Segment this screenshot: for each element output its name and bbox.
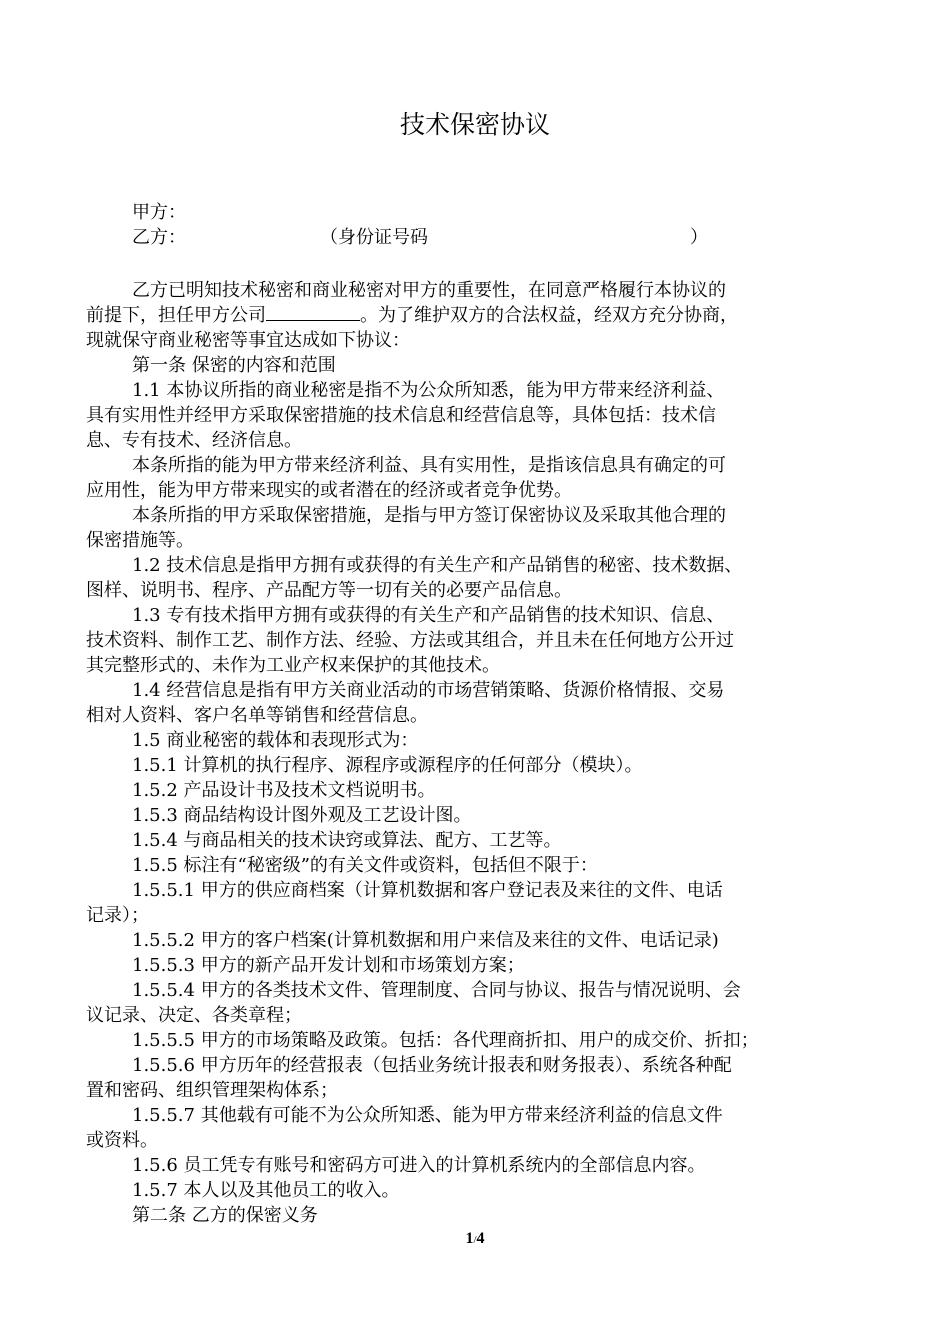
text-line: 1.2 技术信息是指甲方拥有或获得的有关生产和产品销售的秘密、技术数据、: [132, 555, 743, 576]
text-line: 其完整形式的、未作为工业产权来保护的其他技术。: [86, 655, 500, 676]
clauses: [86, 353, 876, 1228]
current-page: 1: [465, 1230, 474, 1247]
intro-text: 。为了维护双方的合法权益，经双方充分协商，: [360, 305, 738, 326]
text-line: 1.5.5 标注有“秘密级”的有关文件或资料，包括但不限于：: [132, 855, 598, 876]
party-a-label: 甲方：: [132, 202, 186, 223]
text-line: 相对人资料、客户名单等销售和经营信息。: [86, 705, 428, 726]
party-b-label: 乙方：: [132, 227, 186, 248]
id-number-label: （身份证号码: [320, 227, 428, 248]
text-line: 技术资料、制作工艺、制作方法、经验、方法或其组合，并且未在任何地方公开过: [86, 630, 734, 651]
text-line: 图样、说明书、程序、产品配方等一切有关的必要产品信息。: [86, 580, 572, 601]
text-line: 记录）；: [86, 905, 149, 926]
text-line: 1.5.2 产品设计书及技术文档说明书。: [132, 780, 436, 801]
text-line: 1.5.5.6 甲方历年的经营报表（包括业务统计报表和财务报表）、系统各种配: [132, 1055, 732, 1076]
text-line: 应用性，能为甲方带来现实的或者潜在的经济或者竞争优势。: [86, 480, 572, 501]
text-line: 第二条 乙方的保密义务: [132, 1205, 318, 1226]
text-line: 1.3 专有技术指甲方拥有或获得的有关生产和产品销售的技术知识、信息、: [132, 605, 725, 626]
text-line: 1.5.5.7 其他载有可能不为公众所知悉、能为甲方带来经济利益的信息文件: [132, 1105, 723, 1126]
intro-line: 现就保守商业秘密等事宜达成如下协议：: [86, 330, 410, 351]
spacer: [86, 250, 876, 278]
total-pages: 4: [476, 1230, 485, 1247]
text-line: 1.5.3 商品结构设计图外观及工艺设计图。: [132, 805, 472, 826]
text-line: 1.5.5.4 甲方的各类技术文件、管理制度、合同与协议、报告与情况说明、会: [132, 980, 741, 1001]
party-b-line: [86, 225, 876, 250]
text-line: 1.5.5.5 甲方的市场策略及政策。包括：各代理商折扣、用户的成交价、折扣；: [132, 1030, 759, 1051]
document-body: [86, 200, 876, 1228]
text-line: 息、专有技术、经济信息。: [86, 430, 302, 451]
text-line: 本条所指的甲方采取保密措施，是指与甲方签订保密协议及采取其他合理的: [132, 505, 726, 526]
text-line: 1.5.4 与商品相关的技术诀窍或算法、配方、工艺等。: [132, 830, 562, 851]
text-line: 1.5 商业秘密的载体和表现形式为：: [132, 730, 419, 751]
text-line: 1.5.1 计算机的执行程序、源程序或源程序的任何部分（模块）。: [132, 755, 643, 776]
text-line: 1.5.5.1 甲方的供应商档案（计算机数据和客户登记表及来往的文件、电话: [132, 880, 723, 901]
text-line: 第一条 保密的内容和范围: [132, 355, 336, 376]
id-number-close: ）: [690, 227, 708, 248]
text-line: 1.5.7 本人以及其他员工的收入。: [132, 1180, 400, 1201]
text-line: 1.5.5.2 甲方的客户档案(计算机数据和用户来信及来往的文件、电话记录): [132, 930, 719, 951]
intro-line: [86, 303, 876, 328]
text-line: 1.5.5.3 甲方的新产品开发计划和市场策划方案；: [132, 955, 525, 976]
text-line: 或资料。: [86, 1130, 158, 1151]
page-number: [0, 1230, 950, 1248]
page-separator: /: [473, 1234, 477, 1246]
text-line: 议记录、决定、各类章程；: [86, 1005, 302, 1026]
text-line: 本条所指的能为甲方带来经济利益、具有实用性，是指该信息具有确定的可: [132, 455, 726, 476]
intro-text: 前提下，担任甲方公司: [86, 305, 266, 326]
text-line: 置和密码、组织管理架构体系；: [86, 1080, 338, 1101]
text-line: 1.1 本协议所指的商业秘密是指不为公众所知悉，能为甲方带来经济利益、: [132, 380, 725, 401]
text-line: 1.5.6 员工凭专有账号和密码方可进入的计算机系统内的全部信息内容。: [132, 1155, 706, 1176]
position-blank: [266, 304, 360, 321]
intro-line: 乙方已明知技术秘密和商业秘密对甲方的重要性，在同意严格履行本协议的: [132, 280, 726, 301]
text-line: 具有实用性并经甲方采取保密措施的技术信息和经营信息等，具体包括：技术信: [86, 405, 716, 426]
text-line: 保密措施等。: [86, 530, 194, 551]
text-line: 1.4 经营信息是指有甲方关商业活动的市场营销策略、货源价格情报、交易: [132, 680, 725, 701]
document-title: 技术保密协议: [399, 110, 550, 139]
